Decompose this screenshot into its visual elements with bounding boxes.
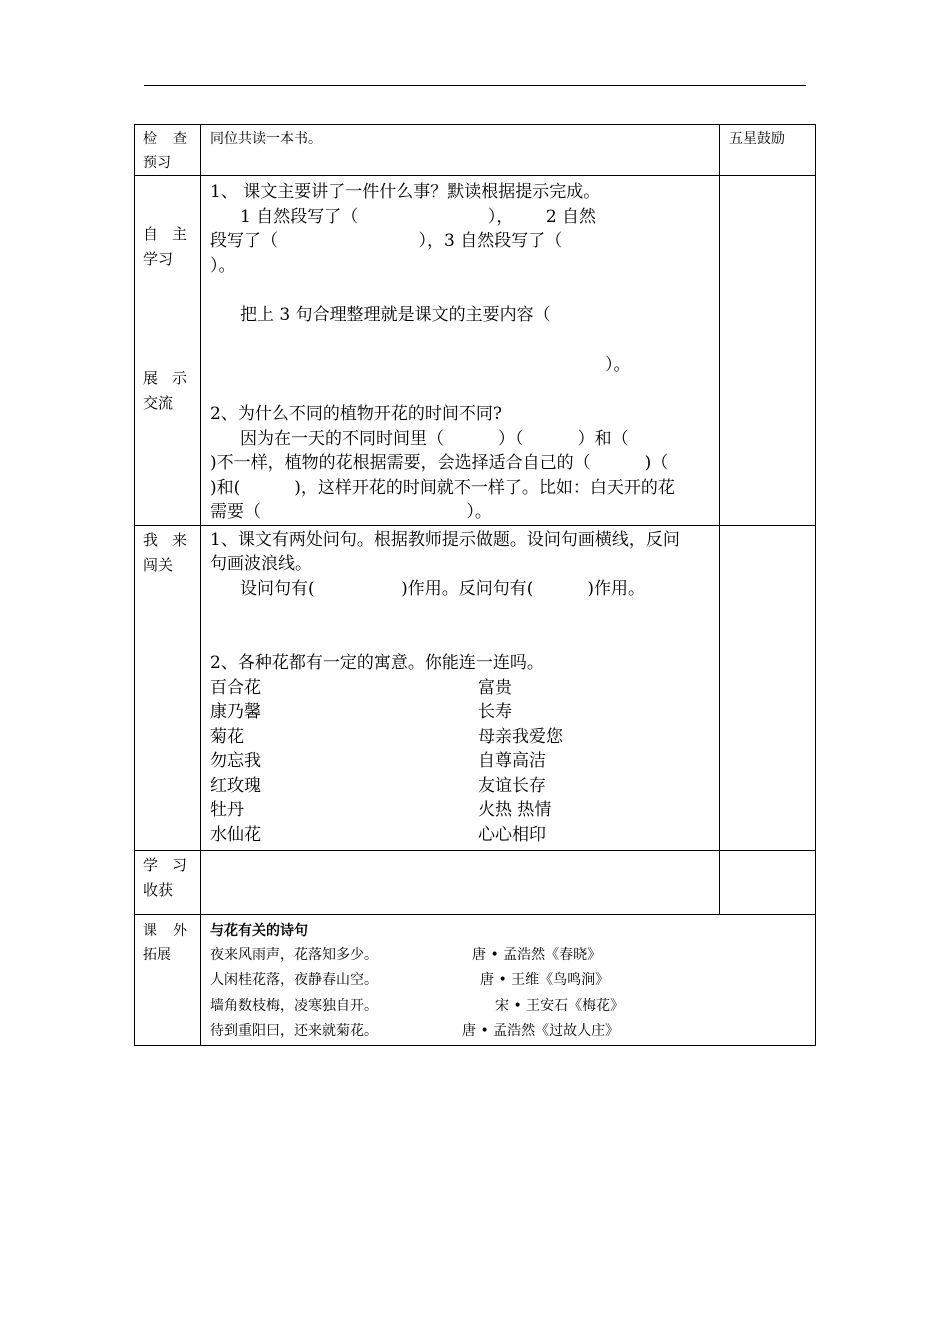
content-challenge: 1、课文有两处问句。根据教师提示做题。设问句画横线，反问 句画波浪线。 设问句有( )作用。反问句有( )作用。 2、各种花都有一定的寓意。你能连一连吗。 百合花 富贵 康乃馨 长寿 菊花 母亲我爱您 勿忘我 自尊高洁 红玫瑰 友谊长存 牡丹 火热 热情 水仙花 心心相印: [201, 525, 720, 850]
match-row: 牡丹 火热 热情: [210, 800, 552, 820]
row-harvest: [135, 850, 816, 914]
reward-empty-3: [720, 850, 816, 914]
lesson-table: [134, 124, 816, 1046]
poem-line: 人闲桂花落，夜静春山空。 唐 • 王维《鸟鸣涧》: [210, 972, 610, 988]
match-row: 菊花 母亲我爱您: [210, 726, 563, 747]
poem-line: 夜来风雨声，花落知多少。 唐 • 孟浩然《春晓》: [210, 946, 602, 963]
label-challenge: 我 来 闯关: [135, 525, 201, 850]
reward-empty-1: [720, 176, 816, 526]
reward-cell: 五星鼓励: [720, 125, 816, 176]
question-2: 2、为什么不同的植物开花的时间不同?: [210, 404, 502, 424]
row-challenge: [135, 525, 816, 850]
match-row: 水仙花 心心相印: [210, 824, 546, 845]
header-rule: [144, 85, 806, 86]
content-harvest: [201, 850, 720, 914]
content-extension: [201, 914, 816, 1045]
row-check-preview: [135, 125, 816, 176]
question-1: 1、 课文主要讲了一件什么事？默读根据提示完成。: [210, 182, 601, 202]
match-row: 康乃馨 长寿: [210, 702, 512, 722]
poem-line: 墙角数枝梅，凌寒独自开。 宋 • 王安石《梅花》: [210, 997, 625, 1014]
row-extension: [135, 914, 816, 1045]
row-self-study: [135, 176, 816, 526]
content-self-study: 1、 课文主要讲了一件什么事？默读根据提示完成。 1 自然段写了（ ）， 2 自然 段写了（ ），3 自然段写了（ ）。 把上 3 句合理整理就是课文的主要内容（ ）。 2、为什么不同的植物开花的时间不同? 因为在一天的不同时间里（ ）（ ）和（ )不一样，植物的花根据需要，会选择适合自己的（ )（ )和( )，这样开花的时间就不一样了。比如：白天开的花 需要（ ）。: [201, 176, 720, 526]
label-check-preview: 检 查 预习: [135, 125, 201, 176]
match-row: 百合花 富贵: [210, 677, 512, 698]
label-self-study: 自 主 学习 展 示 交流: [135, 176, 201, 526]
poem-line: 待到重阳曰，还来就菊花。 唐 • 孟浩然《过故人庄》: [210, 1023, 620, 1039]
label-extension: 课 外 拓展: [135, 914, 201, 1045]
reward-empty-2: [720, 525, 816, 850]
match-row: 红玫瑰 友谊长存: [210, 775, 546, 796]
poem-title: 与花有关的诗句: [210, 922, 308, 939]
match-row: 勿忘我 自尊高洁: [210, 751, 546, 771]
label-harvest: 学 习 收获: [135, 850, 201, 914]
content-check-preview: 同位共读一本书。: [201, 125, 720, 176]
